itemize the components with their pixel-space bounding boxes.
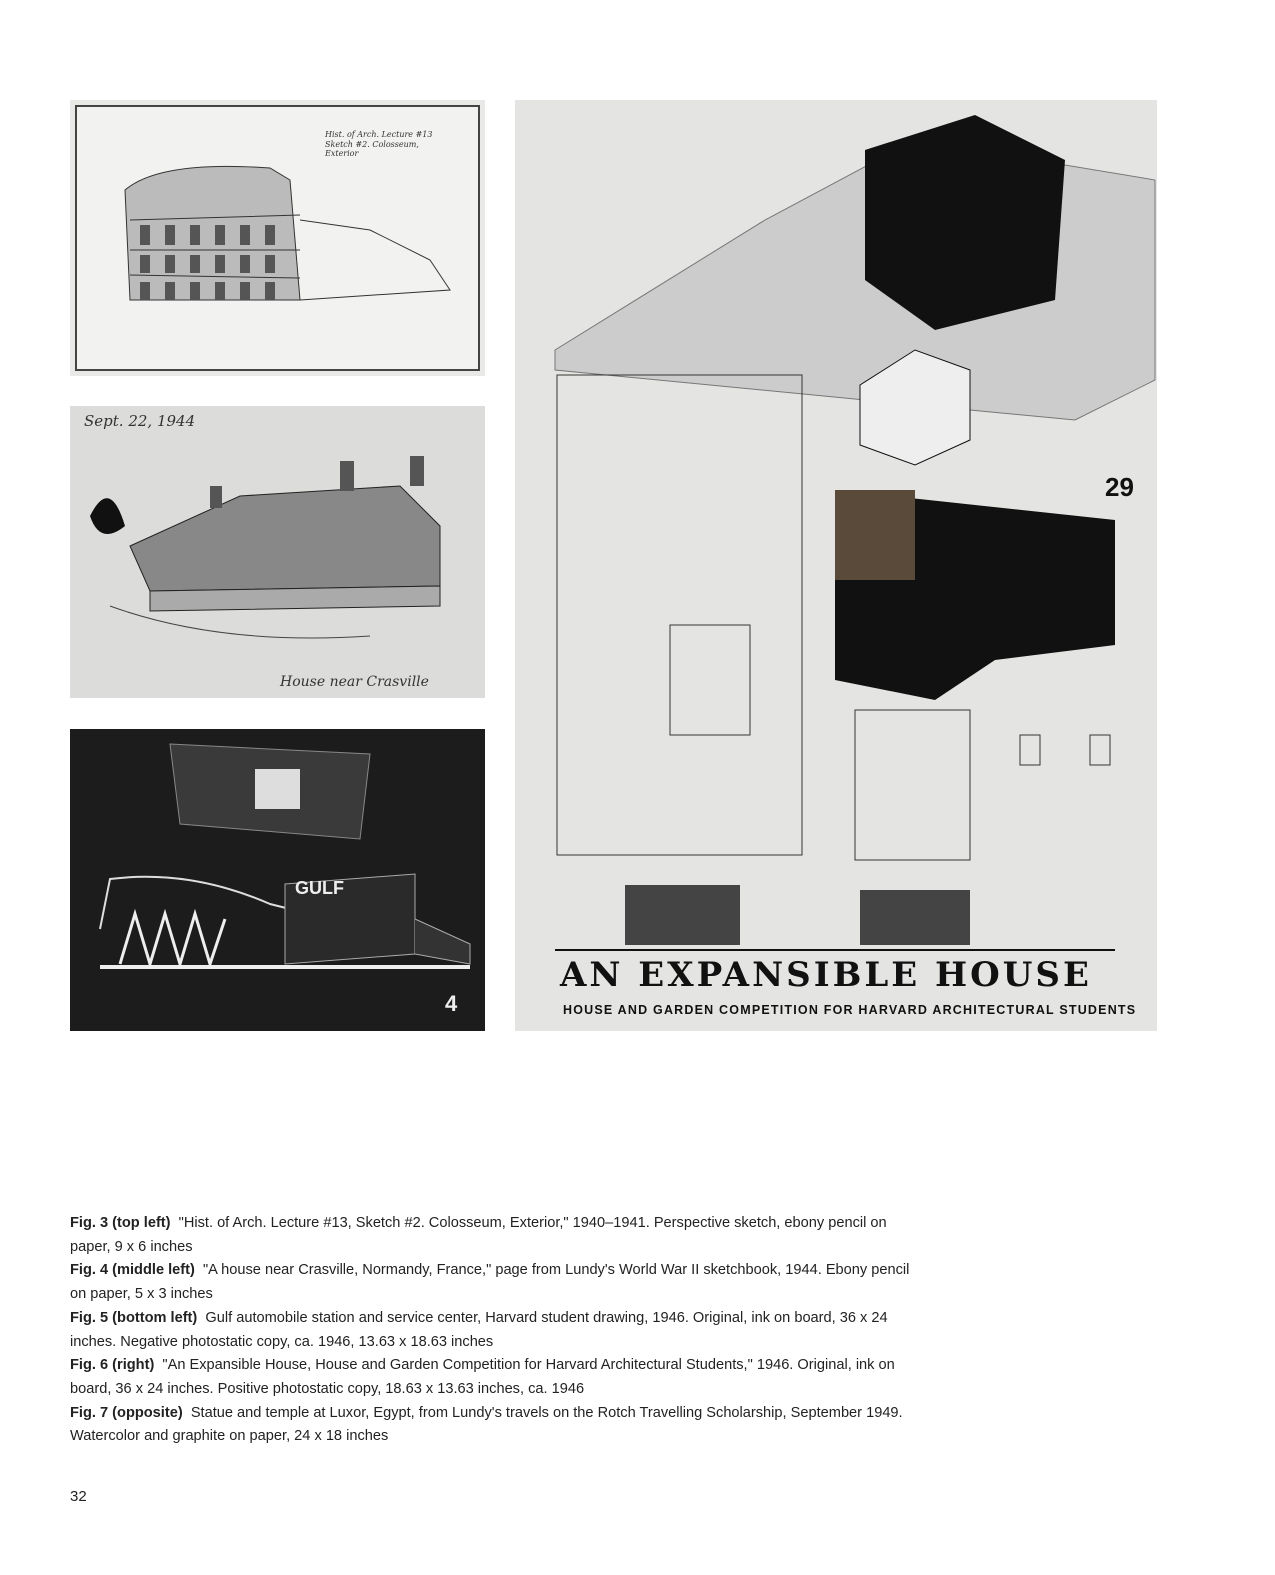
board-subtitle: HOUSE AND GARDEN COMPETITION FOR HARVARD ARCHITECTURAL STUDENTS (563, 1003, 1137, 1017)
house-board-drawing (515, 100, 1157, 1031)
caption-fig4 (70, 1259, 910, 1306)
figure-colosseum-sketch (70, 100, 485, 376)
board-title: AN EXPANSIBLE HOUSE (560, 955, 1092, 995)
caption-text: "An Expansible House, House and Garden Competition for Harvard Architectural Students," 1946. Original, ink on board, 36 x 24 inches. Positive photostatic copy, 18.63 x 13.63 inches, ca. 1946 (70, 1357, 895, 1397)
figure-crasville-house-sketch (70, 406, 485, 698)
board-number: 29 (1105, 472, 1134, 502)
page-number: 32 (70, 1488, 87, 1505)
caption-text: Gulf automobile station and service center, Harvard student drawing, 1946. Original, ink on board, 36 x 24 inches. Negative photostatic copy, ca. 1946, 13.63 x 18.63 inches (70, 1309, 888, 1350)
caption-text: "Hist. of Arch. Lecture #13, Sketch #2. Colosseum, Exterior," 1940–1941. Perspective sketch, ebony pencil on paper, 9 x 6 inches (70, 1215, 887, 1255)
caption-text: "A house near Crasville, Normandy, France," page from Lundy's World War II sketchbook, 1944. Ebony pencil on paper, 5 x 3 inches (70, 1262, 910, 1303)
gulf-station-drawing (70, 729, 485, 1031)
figure-expansible-house-board (515, 100, 1157, 1031)
caption-fig7 (70, 1402, 910, 1449)
drawing-number: 4 (445, 991, 458, 1016)
sketch-date: Sept. 22, 1944 (84, 412, 196, 430)
caption-label: Fig. 4 (middle left) (70, 1262, 195, 1279)
caption-label: Fig. 5 (bottom left) (70, 1309, 198, 1326)
caption-label: Fig. 7 (opposite) (70, 1404, 183, 1421)
sketch-inscription: House near Crasville (280, 674, 429, 690)
caption-fig3 (70, 1212, 910, 1259)
caption-label: Fig. 3 (top left) (70, 1215, 171, 1231)
gulf-sign: GULF (295, 878, 344, 898)
caption-label: Fig. 6 (right) (70, 1357, 155, 1374)
caption-text: Statue and temple at Luxor, Egypt, from Lundy's travels on the Rotch Travelling Scholarship, September 1949. Watercolor and graphite on paper, 24 x 18 inches (70, 1404, 903, 1445)
sketch-inscription: Hist. of Arch. Lecture #13 Sketch #2. Colosseum, Exterior (325, 130, 433, 159)
figure-gulf-station-drawing (70, 729, 485, 1031)
caption-fig6 (70, 1354, 910, 1401)
house-drawing (70, 406, 485, 698)
figure-captions (70, 1212, 910, 1449)
caption-fig5 (70, 1307, 910, 1354)
